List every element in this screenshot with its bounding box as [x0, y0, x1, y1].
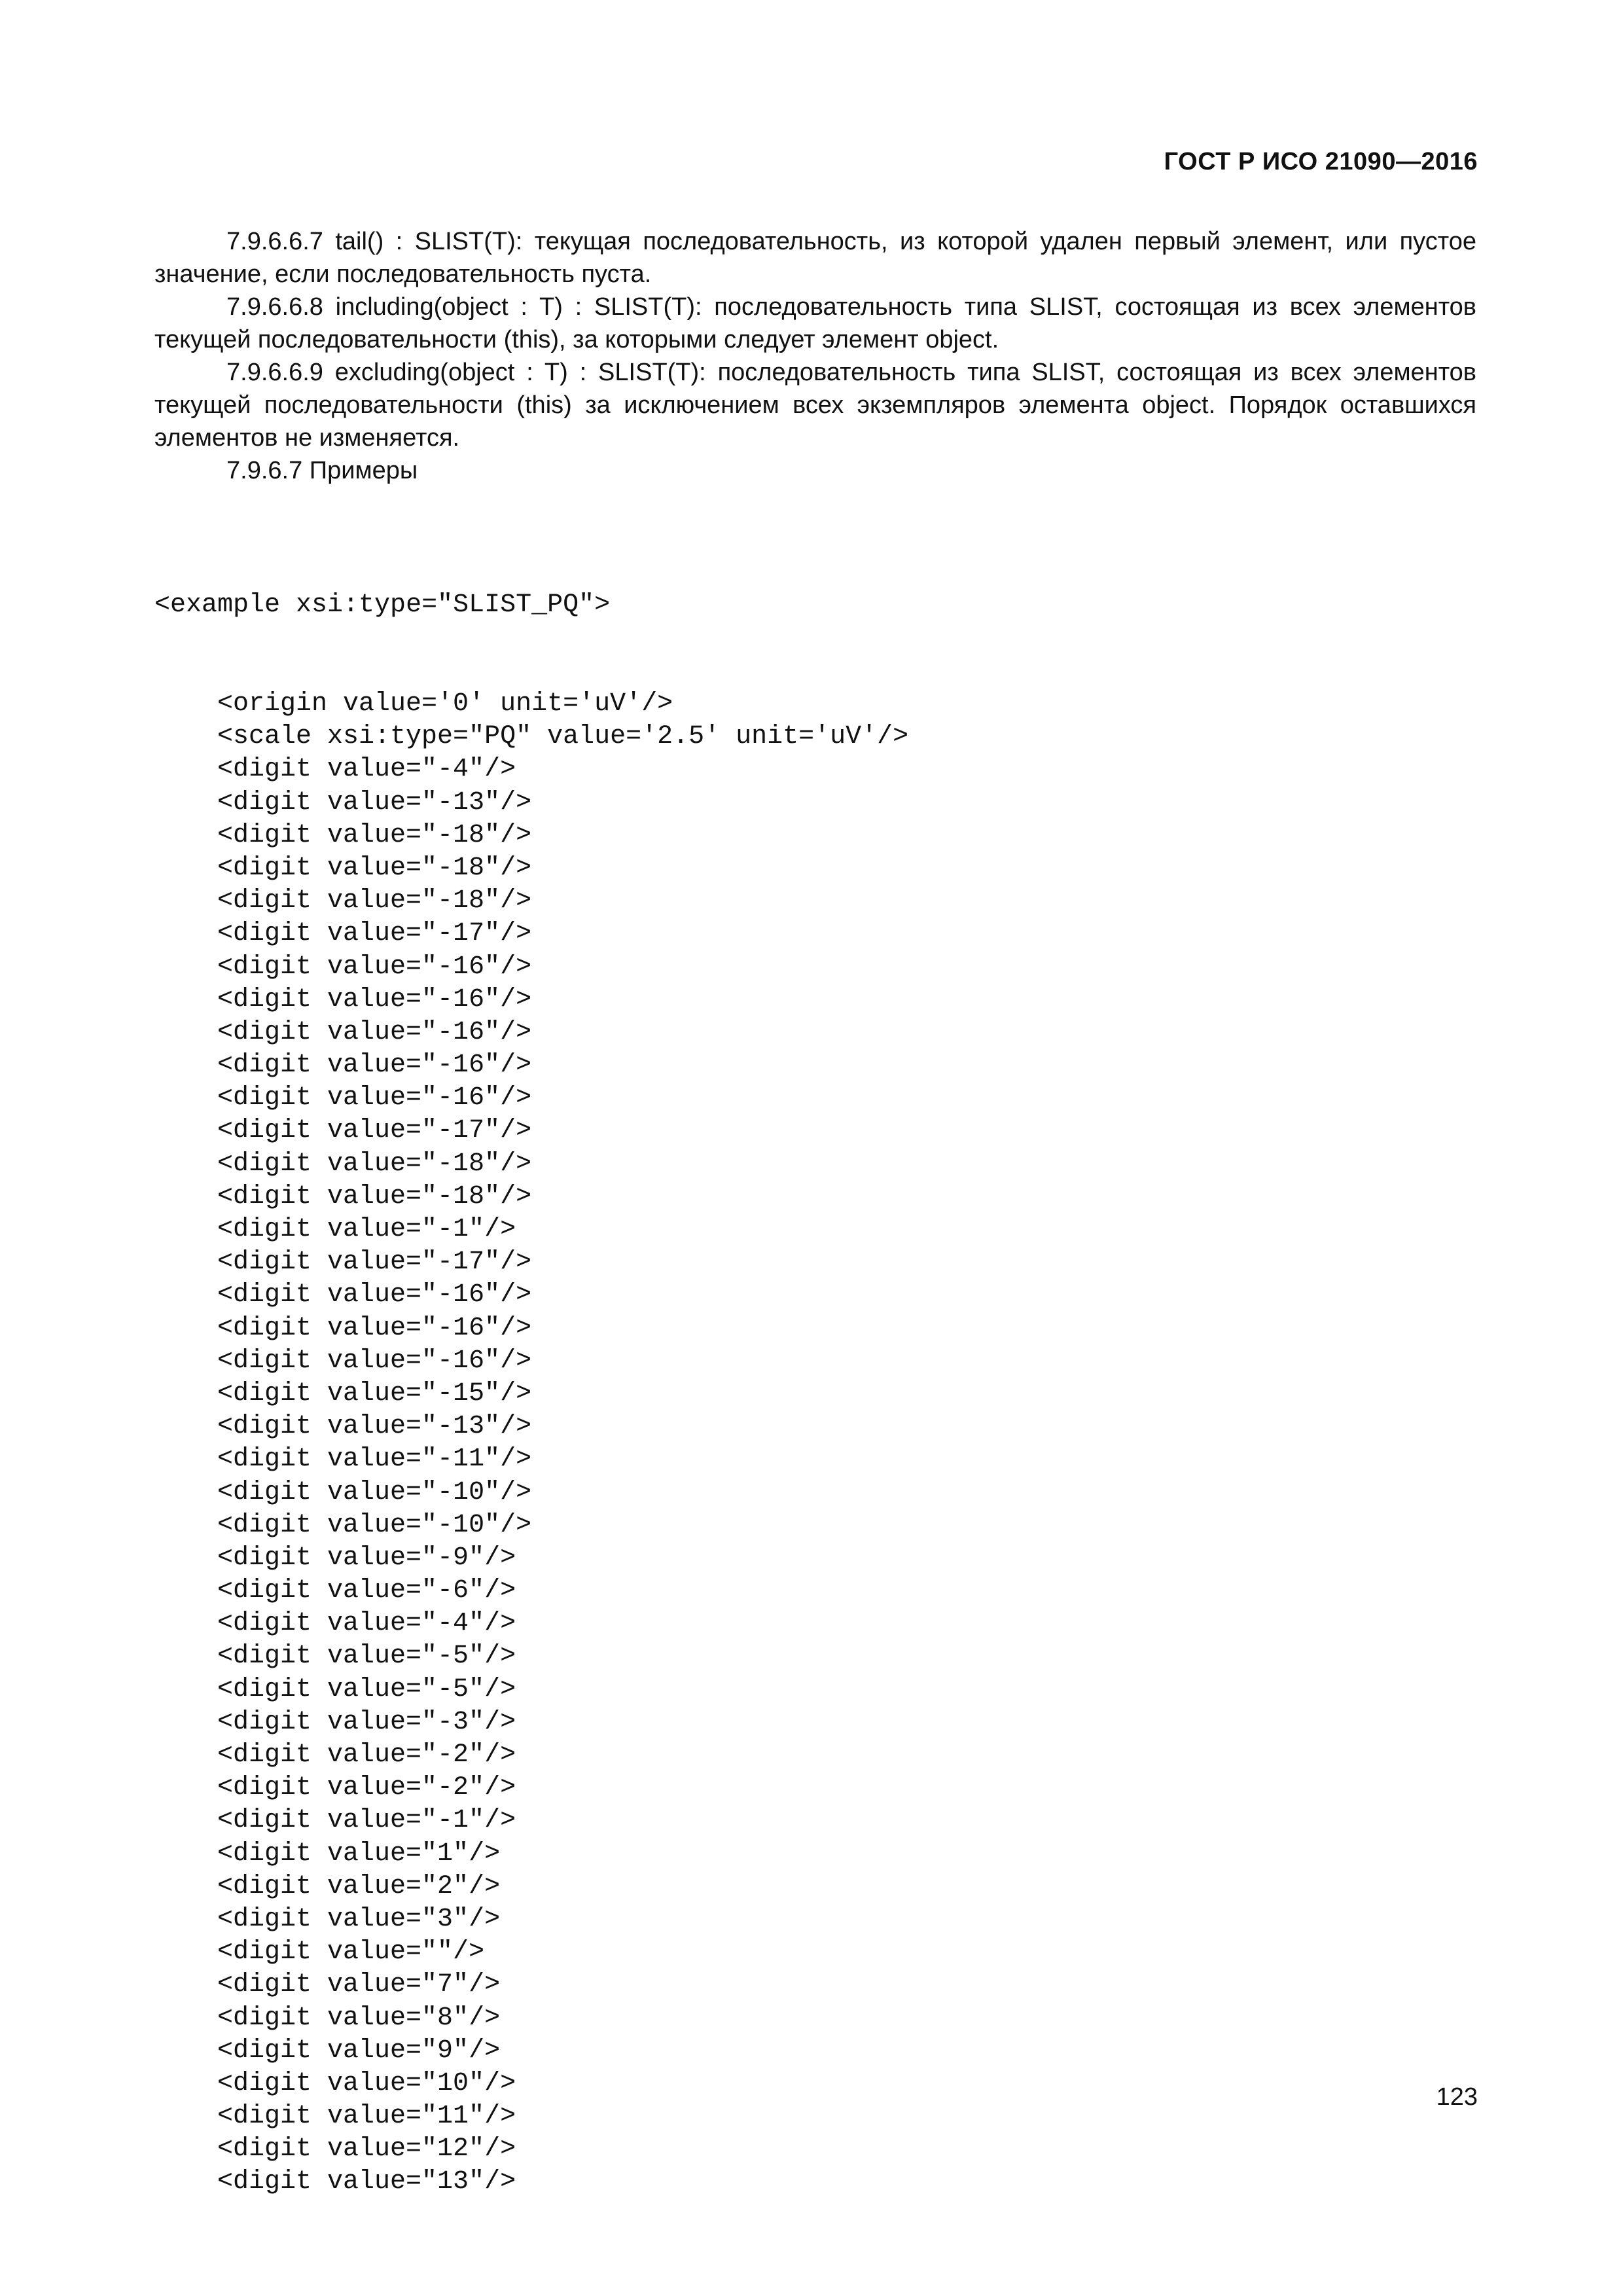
- code-line: <digit value="2"/>: [217, 1871, 501, 1901]
- page-number: 123: [1436, 2083, 1478, 2111]
- code-line: <digit value="10"/>: [217, 2068, 516, 2098]
- paragraph-tail: 7.9.6.6.7 tail() : SLIST(T): текущая последовательность, из которой удален первый элемент, или пустое значение, если последовательность пуста.: [154, 228, 1476, 288]
- code-line: <digit value="11"/>: [217, 2102, 516, 2132]
- code-line: <digit value="-2"/>: [217, 1773, 516, 1803]
- code-line: <digit value="-17"/>: [217, 919, 532, 949]
- code-line: <digit value="-18"/>: [217, 820, 532, 850]
- code-line: <digit value="-5"/>: [217, 1674, 516, 1704]
- code-line: <digit value="-18"/>: [217, 886, 532, 916]
- code-line: <digit value="-3"/>: [217, 1707, 516, 1737]
- text-block: [154, 225, 1476, 487]
- code-line: <digit value="-16"/>: [217, 1313, 532, 1343]
- code-line: <scale xsi:type="PQ" value='2.5' unit='uV'/>: [217, 722, 909, 752]
- code-line: <digit value="-10"/>: [217, 1477, 532, 1507]
- code-line: <digit value="-16"/>: [217, 952, 532, 982]
- code-line: <digit value="-17"/>: [217, 1247, 532, 1278]
- code-line: <digit value="-18"/>: [217, 853, 532, 883]
- code-line: <digit value="-16"/>: [217, 1346, 532, 1376]
- code-line: <digit value="8"/>: [217, 2003, 501, 2033]
- code-line: <digit value="-2"/>: [217, 1740, 516, 1770]
- paragraph-excluding: 7.9.6.6.9 excluding(object : T) : SLIST(T): последовательность типа SLIST, состоящая из всех элементов текущей последовательности (this) за исключением всех экземпляров элемента object. Порядок оставшихся элементов не изменяется.: [154, 359, 1476, 452]
- code-line: <digit value="-18"/>: [217, 1149, 532, 1179]
- code-lines: [154, 688, 1476, 2199]
- code-line-example-open: <example xsi:type="SLIST_PQ">: [154, 590, 611, 620]
- code-line: <digit value="1"/>: [217, 1839, 501, 1869]
- code-line: <digit value="-4"/>: [217, 755, 516, 785]
- code-line: <digit value="9"/>: [217, 2036, 501, 2066]
- code-line: <digit value="-13"/>: [217, 787, 532, 817]
- code-line: <digit value="-16"/>: [217, 1280, 532, 1310]
- xml-code-example: [154, 524, 1476, 2265]
- code-line: <digit value="-10"/>: [217, 1510, 532, 1540]
- code-line: <digit value="-17"/>: [217, 1116, 532, 1146]
- paragraph-including: 7.9.6.6.8 including(object : T) : SLIST(T): последовательность типа SLIST, состоящая из всех элементов текущей последовательности (this), за которыми следует элемент object.: [154, 293, 1476, 353]
- code-line: <digit value="-1"/>: [217, 1215, 516, 1244]
- code-line: <digit value="-6"/>: [217, 1576, 516, 1606]
- code-line: <digit value="-18"/>: [217, 1181, 532, 1211]
- code-line: <digit value="-16"/>: [217, 1083, 532, 1113]
- code-line: <digit value="-5"/>: [217, 1641, 516, 1672]
- code-line: <digit value="3"/>: [217, 1904, 501, 1934]
- code-line: <digit value="-11"/>: [217, 1444, 532, 1475]
- code-line: <digit value="-16"/>: [217, 1050, 532, 1081]
- code-line: <digit value=""/>: [217, 1937, 485, 1967]
- code-line: <digit value="-16"/>: [217, 984, 532, 1014]
- code-line: <digit value="-1"/>: [217, 1806, 516, 1836]
- code-line: <digit value="7"/>: [217, 1970, 501, 2000]
- code-line: <origin value='0' unit='uV'/>: [217, 689, 673, 719]
- code-line: <digit value="-16"/>: [217, 1017, 532, 1047]
- code-line: <digit value="-13"/>: [217, 1412, 532, 1442]
- code-line: <digit value="13"/>: [217, 2167, 516, 2197]
- code-line: <digit value="-9"/>: [217, 1543, 516, 1573]
- section-heading-examples: 7.9.6.7 Примеры: [226, 457, 418, 484]
- code-line: <digit value="-15"/>: [217, 1378, 532, 1408]
- document-header-title: ГОСТ Р ИСО 21090—2016: [1164, 148, 1478, 175]
- code-line: <digit value="12"/>: [217, 2134, 516, 2164]
- code-line: <digit value="-4"/>: [217, 1609, 516, 1639]
